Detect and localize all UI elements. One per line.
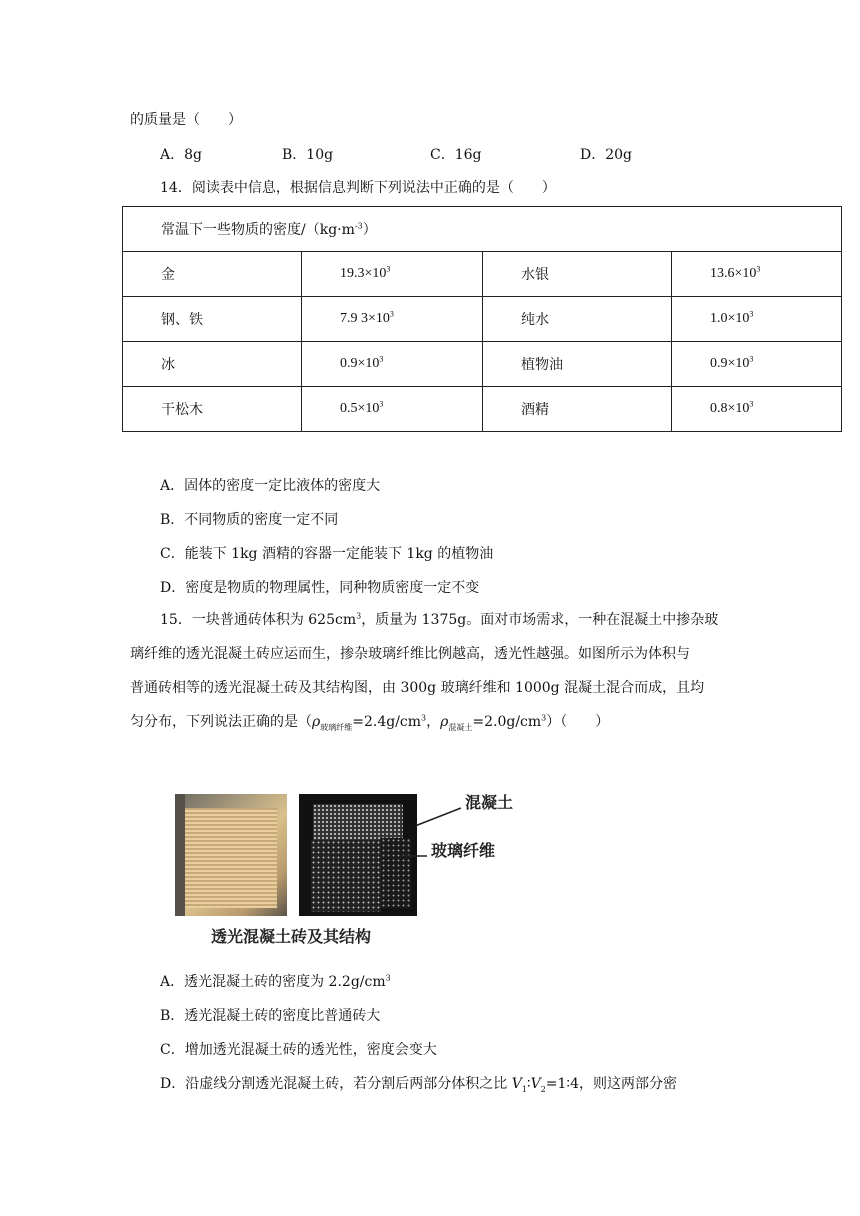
option-b[interactable]: B．10g [282,147,334,163]
table-title: 常温下一些物质的密度$/(kg\cdot m^{-3})$ [123,207,842,252]
figure-caption: 透光混凝土砖及其结构 [211,927,372,946]
question-14-stem: 14．阅读表中信息，根据信息判断下列说法中正确的是（ ） [160,180,556,196]
table-row [123,252,842,297]
substance-cell: 酒精 [483,387,672,432]
substance-cell: 水银 [483,252,672,297]
brick-figure [175,790,535,950]
table-title-row [123,207,842,252]
density-cell: $0.8\times 10^3$ [672,387,842,432]
substance-cell: 干松木 [123,387,302,432]
q15-option-b[interactable]: B．透光混凝土砖的密度比普通砖大 [160,1008,381,1024]
table-row [123,342,842,387]
label-concrete: 混凝土 [465,793,514,812]
substance-cell: 钢、铁 [123,297,302,342]
density-cell: 7.9 $3\times 10^3$ [302,297,483,342]
table-row [123,297,842,342]
density-cell: $0.9\times 10^3$ [302,342,483,387]
density-table [122,206,842,432]
q15-option-d[interactable]: D．沿虚线分割透光混凝土砖，若分割后两部分体积之比 $V_1∶V_2=1∶4$，则这两部分密 [160,1076,677,1094]
density-cell: $13.6\times 10^3$ [672,252,842,297]
q15-line-2: 璃纤维的透光混凝土砖应运而生，掺杂玻璃纤维比例越高，透光性越强。如图所示为体积与 [130,646,690,662]
option-d[interactable]: D．20g [580,147,633,163]
table-row [123,387,842,432]
q15-option-a[interactable]: A．透光混凝土砖的密度为 $2.2g/cm^3$ [160,973,391,990]
substance-cell: 金 [123,252,302,297]
substance-cell: 冰 [123,342,302,387]
density-cell: $0.5\times 10^3$ [302,387,483,432]
density-cell: $0.9\times 10^3$ [672,342,842,387]
question-13-tail: 的质量是（ ） [130,112,242,128]
option-a[interactable]: A．8g [160,147,202,163]
q15-line-3: 普通砖相等的透光混凝土砖及其结构图，由 300g 玻璃纤维和 1000g 混凝土混合而成，且均 [130,680,705,696]
q15-line-4: 匀分布，下列说法正确的是（$\rho_{玻璃纤维}=2.4g/cm^3$，$\rho_{混凝土}=2.0g/cm^3$）（ ） [130,713,610,732]
q14-option-d[interactable]: D．密度是物质的物理属性，同种物质密度一定不变 [160,580,480,596]
label-glass-fiber: 玻璃纤维 [431,841,496,860]
density-cell: $1.0\times 10^3$ [672,297,842,342]
substance-cell: 纯水 [483,297,672,342]
q14-option-a[interactable]: A．固体的密度一定比液体的密度大 [160,478,381,494]
option-c[interactable]: C．16g [430,147,482,163]
q14-option-c[interactable]: C．能装下 1kg 酒精的容器一定能装下 1kg 的植物油 [160,546,494,562]
substance-cell: 植物油 [483,342,672,387]
q15-line-1: 15．一块普通砖体积为 $625cm^3$，质量为 1375g。面对市场需求，一种在混凝土中掺杂玻 [160,611,719,628]
q14-option-b[interactable]: B．不同物质的密度一定不同 [160,512,339,528]
density-cell: $19.3\times 10^3$ [302,252,483,297]
q15-option-c[interactable]: C．增加透光混凝土砖的透光性，密度会变大 [160,1042,437,1058]
